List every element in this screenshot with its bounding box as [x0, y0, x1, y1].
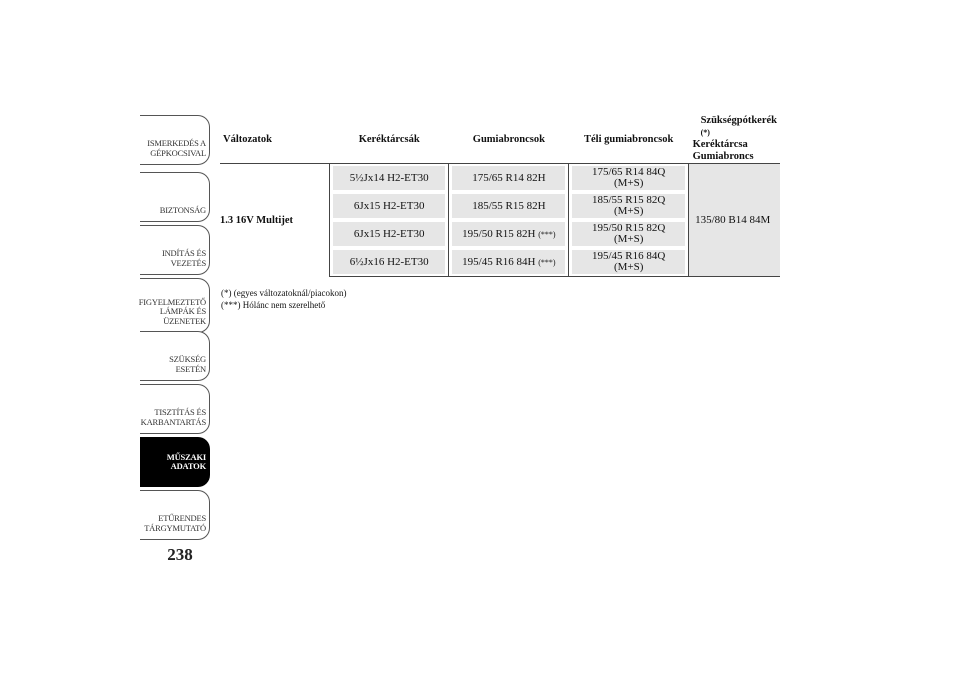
footnote-spare: (*) (egyes változatoknál/piacokon): [221, 288, 347, 298]
tab-emergency[interactable]: [140, 331, 210, 381]
header-variants: Változatok: [220, 115, 329, 164]
variant-cell: 1.3 16V Multijet: [220, 214, 294, 226]
header-spare-line3: Gumiabroncs: [692, 151, 754, 162]
rim-cell: 6Jx15 H2-ET30: [329, 192, 449, 220]
tab-safety[interactable]: [140, 172, 210, 222]
winter-tyre-cell: 175/65 R14 84Q (M+S): [569, 164, 689, 193]
tab-label: INDÍTÁS ÉS VEZETÉS: [161, 248, 206, 268]
tab-technical-data[interactable]: [140, 437, 210, 487]
header-rims: Keréktárcsák: [329, 115, 449, 164]
header-tyres: Gumiabroncsok: [449, 115, 569, 164]
tab-label: MŰSZAKI ADATOK: [166, 451, 206, 471]
tyre-cell: 175/65 R14 82H: [449, 164, 569, 193]
tab-warning-lights[interactable]: [140, 278, 210, 333]
spare-wheel-cell: 135/80 B14 84M: [689, 164, 780, 277]
tyre-cell: 195/50 R15 82H (***): [449, 220, 569, 248]
tab-label: TISZTÍTÁS ÉS KARBANTARTÁS: [140, 407, 206, 427]
header-spare-wheel: [689, 115, 780, 164]
winter-tyre-cell: 195/45 R16 84Q (M+S): [569, 248, 689, 277]
header-spare-line1: Szükségpótkerék (*): [700, 115, 777, 137]
footnote-mark: (***): [538, 229, 556, 239]
tyre-cell: 195/45 R16 84H (***): [449, 248, 569, 277]
rim-cell: 5½Jx14 H2-ET30: [329, 164, 449, 193]
tab-label: ISMERKEDÉS A GÉPKOCSIVAL: [147, 138, 206, 158]
winter-tyre-cell: 185/55 R15 82Q (M+S): [569, 192, 689, 220]
winter-tyre-cell: 195/50 R15 82Q (M+S): [569, 220, 689, 248]
footnote-mark: (***): [538, 257, 556, 267]
tab-starting-driving[interactable]: [140, 225, 210, 275]
tab-label: ETŰRENDES TÁRGYMUTATÓ: [144, 513, 206, 533]
tab-label: BIZTONSÁG: [159, 204, 206, 215]
tab-label: SZÜKSÉG ESETÉN: [169, 354, 206, 374]
wheels-table: [220, 115, 780, 277]
tyre-cell: 185/55 R15 82H: [449, 192, 569, 220]
table-row: [220, 164, 780, 193]
tab-maintenance[interactable]: [140, 384, 210, 434]
rim-cell: 6½Jx16 H2-ET30: [329, 248, 449, 277]
page-number: 238: [167, 545, 193, 564]
header-spare-line2: Keréktárcsa: [692, 139, 748, 150]
table-header-row: [220, 115, 780, 164]
tab-index[interactable]: [140, 490, 210, 540]
rim-cell: 6Jx15 H2-ET30: [329, 220, 449, 248]
tab-label: FIGYELMEZTETŐ LÁMPÁK ÉS ÜZENETEK: [138, 296, 206, 326]
footnotes: [221, 287, 346, 311]
header-winter-tyres: Téli gumiabroncsok: [569, 115, 689, 164]
footnote-snow-chains: (***) Hólánc nem szerelhető: [221, 300, 326, 310]
footnote-mark: (*): [700, 128, 710, 137]
tab-getting-to-know[interactable]: [140, 115, 210, 165]
